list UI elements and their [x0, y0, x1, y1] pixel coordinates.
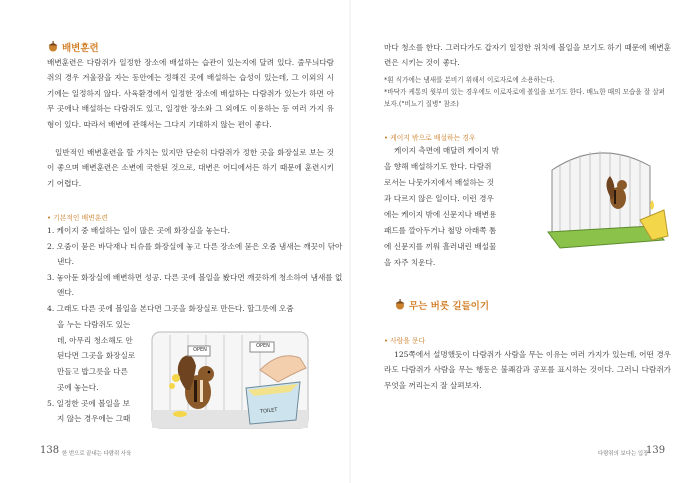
open-tag-label-1: OPEN: [193, 347, 207, 353]
intro-paragraph-2: 일반적인 배변훈련을 할 가치는 있지만 단순히 다람쥐가 정한 곳을 화장실로 보는 것이 좋으며 배변훈련은 소변에 국한된 것으로, 대변은 어디에서든 하기 때문에 훈련시키기 어렵다.: [47, 148, 334, 188]
step-3: 3. 놓아둔 화장실에 배변하면 성공. 다른 곳에 볼일을 봤다면 깨끗하게 청소하여 냄새를 없앤다.: [47, 273, 343, 298]
top-paragraph: 마다 청소를 한다. 그러다가도 갑자기 일정한 위치에 볼일을 보기도 하기 때문에 배변훈련은 시키는 것이 좋다.: [384, 43, 671, 68]
step-4-line-5: 만들고 밥그릇을 다른: [57, 367, 128, 376]
subsection-title-1: • 케이지 밖으로 배설하는 경우: [384, 134, 476, 142]
page-number: 139: [646, 445, 666, 456]
step-1: 1. 케이지 중 배설하는 일이 많은 곳에 화장실을 놓는다.: [47, 226, 231, 235]
section-title: 배변훈련: [62, 43, 99, 54]
page-number: 138: [40, 445, 60, 456]
step-4-line-4: 된다면 그곳을 화장실로: [57, 351, 136, 360]
cage-illustration: [540, 140, 670, 260]
right-page: [350, 0, 700, 483]
step-4-line-3: 데, 아무리 청소해도 안: [57, 336, 133, 345]
sub1-line-2: 을 향해 배설하기도 한다. 다람쥐: [384, 162, 492, 171]
sub1-line-4: 과 다르지 않은 일이다. 이런 경우: [384, 194, 494, 203]
note-2: *바닥가 케통의 윗부미 있는 경우에도 이로자로에 볼일을 보기도 한다. 배뇨한 때의 모습을 잘 살펴보자.("비뇨기 질병" 참조): [384, 88, 666, 108]
step-5-line-2: 지 않는 경우에는 그때: [57, 414, 131, 423]
toilet-box-label: TOILET: [259, 407, 278, 415]
acorn-icon: [47, 40, 59, 52]
subsection-title: • 기본적인 배변훈련: [47, 214, 108, 222]
sub1-line-8: 을 자주 치운다.: [384, 258, 436, 267]
squirrel-toilet-illustration: [150, 330, 310, 430]
running-title: 다람쥐의 보다는 입장: [598, 451, 649, 457]
sub1-line-3: 로서는 나뭇가지에서 배설하는 것: [384, 178, 494, 187]
step-5-line-1: 5. 일정한 곳에 볼일을 보: [47, 399, 130, 408]
running-title: 한 번으로 끝내는 다람쥐 사육: [62, 451, 132, 457]
subsection-title-2: • 사람을 문다: [384, 337, 426, 345]
note-1: *흰 식가에는 냄새를 분비기 위해서 이로자로에 소용하는다.: [384, 76, 555, 84]
section-title-2: 무는 버릇 길들이기: [409, 301, 490, 312]
step-4-line-2: 을 누는 다람쥐도 있는: [57, 320, 131, 329]
step-4-line-6: 곳에 놓는다.: [57, 383, 99, 392]
step-4-line-1: 4. 그래도 다른 곳에 볼일을 본다면 그곳을 화장실로 만든다. 할그릇에 오줌: [47, 304, 294, 313]
step-2: 2. 오줌이 묻은 바닥재나 티슈를 화장실에 놓고 다른 장소에 묻은 오줌 냄새는 깨끗이 닦아낸다.: [47, 242, 343, 267]
sub1-line-1: 케이지 측면에 매달려 케이지 밖: [394, 146, 500, 155]
sub1-line-7: 에 신문지를 끼워 흘러내린 배설물: [384, 242, 497, 251]
sub1-line-5: 에는 케이지 밖에 신문지나 배변용: [384, 210, 497, 219]
acorn-icon: [394, 298, 406, 310]
sub2-paragraph: 125쪽에서 설명했듯이 다람쥐가 사람을 무는 이유는 여러 가지가 있는데, 어떤 경우라도 다람쥐가 사람을 무는 행동은 불쾌감과 공포를 표시하는 것이다. 그러니 다람쥐가 무엇을 꺼리는지 잘 살펴보자.: [384, 350, 671, 390]
open-tag-label-2: OPEN: [256, 343, 270, 349]
sub1-line-6: 패드를 깔아두거나 철망 아래쪽 톰: [384, 226, 497, 235]
intro-paragraph-1: 배변훈련은 다람쥐가 일정한 장소에 배설하는 습관이 있는지에 달려 있다. 줄무늬다람쥐의 경우 겨울잠을 자는 동안에는 정해진 곳에 배설하는 습성이 있는데, 그 이외의 시기에는 일정하지 않다. 사육환경에서 일정한 장소에 배설하는 다람쥐가 있는가 하면 아무 곳에나 배설하는 다람쥐도 있고, 일정한 장소와 그 외에도 이용하는 등 여러 가지 유형이 있다. 따라서 배변에 관해서는 그다지 기대하지 않는 편이 좋다.: [47, 58, 334, 129]
